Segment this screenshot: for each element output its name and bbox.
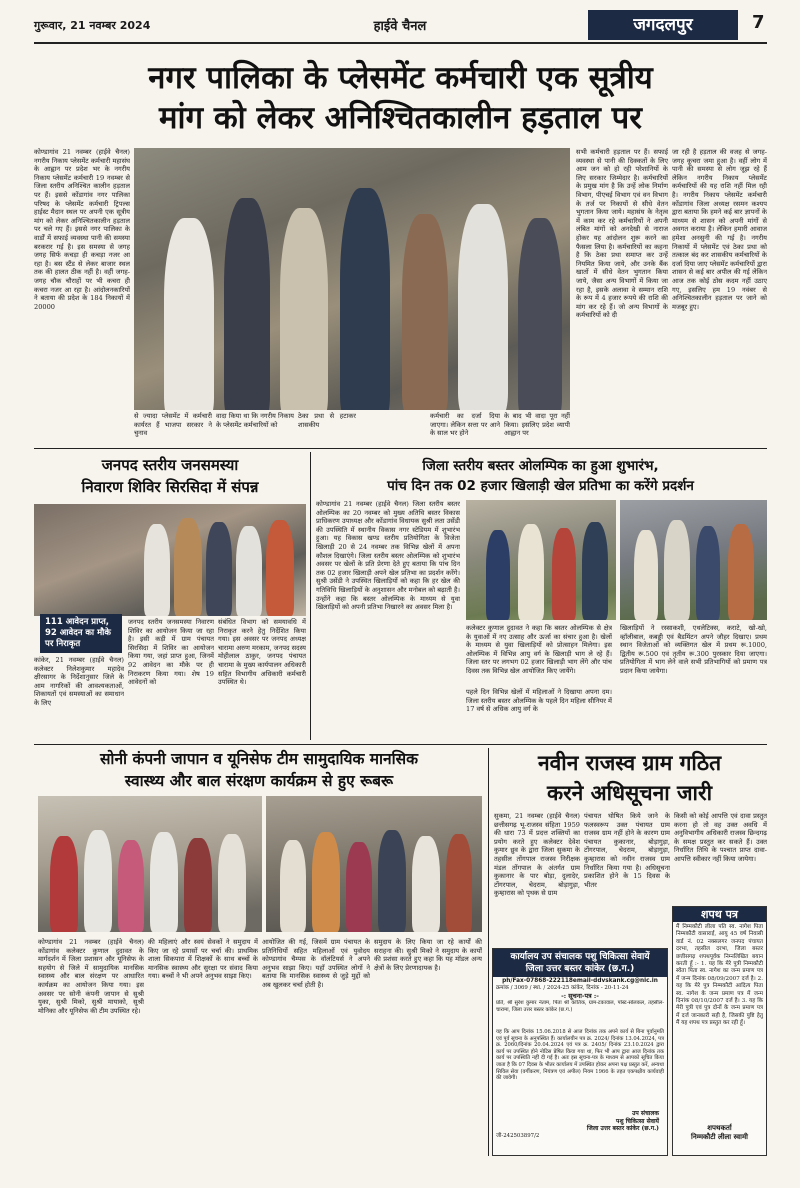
notice-body: यह कि आप दिनांक 15.06.2018 से आज दिनांक तक अपने कार्य से बिना पूर्वानुमति एवं पूर्व सूचना के अनुपस्थित हैं। कार्यालयीन पत्र क्र. 2024/ दिनांक 13.04.2024, पत्र क्र. 2060/दिनांक 20.04.2024 एवं पत्र क्र. 2405/ दिनांक 23.10.2024 द्वारा कार्य पर उपस्थित होने नोटिस प्रेषित किया गया था, फिर भी आप द्वारा आज दिनांक तक कार्य पर उपस्थिति नहीं दी गई है। अतः इस सूचना-पत्र के माध्यम से आपको सूचित किया जाता है कि 07 दिवस के भीतर कार्यालय में उपस्थित होकर अपना पक्ष प्रस्तुत करें, अन्यथा सिविल सेवा (वर्गीकरण, नियंत्रण एवं अपील) नियम 1966 के तहत एकपक्षीय कार्यवाही की जावेगी।	[496, 1029, 664, 1082]
notice-signature	[493, 1110, 667, 1133]
notice-title-line2: जिला उत्तर बस्तर कांकेर (छ.ग.)	[525, 964, 635, 974]
story1-col1d: ठेका प्रथा से हटाकर शासकीय	[298, 412, 356, 429]
story2-photo-caption	[40, 614, 122, 653]
story4-col1: कोण्डागांव 21 नवम्बर (हाईवे चैनल) कोंडागांव कलेक्टर कुणाल दुदावत के मार्गदर्शन में जिला प्रशासन और यूनिसेफ के सहयोग से जिले में सामुदायिक मानसिक स्वास्थ्य और बाल संरक्षण पर आधारित कार्यक्रम का आयोजन किया गया। इस अवसर पर सोनी कंपनी जापान से सुश्री युका, सुश्री मिको, सुश्री मायाको, सुश्री मोनिका और यूनिसेफ की टीम उपस्थित रहे।	[38, 938, 144, 1015]
story1-headline-line2: मांग को लेकर अनिश्चितकालीन हड़ताल पर	[159, 100, 642, 136]
story4-photo-right	[266, 796, 482, 932]
affidavit-title: शपथ पत्र	[673, 907, 766, 922]
story1-col3: जा रही है हड़ताल की वजह से जगह-जगह कूचरा जमा हुआ है। वहीं लोग में पानी की समस्या से लोग जूझ रहे हैं लेकिन नगरीय निकाय प्लेसमेंट कर्मचारियों की यह राशि नहीं मिल रही है। नगरीय निकाय प्लेसमेंट कर्मचारी कोंडागांव जिला अध्यक्ष रसमन कश्यप द्वारा बताया कि हमने कई बार ज्ञापनों के माध्यम से शासन को अपनी मांगों से अवगत कराया है। लेकिन हमारी आवाज हमेशा अनसुनी की गई है। नगरीय निकायों में प्लेसमेंट एवं ठेका प्रथा को तत्काल बंद कर शासकीय कर्मचारियों के दर्जा दिया जाए प्लेसमेंट कर्मचारियों द्वारा शासन से कई बार अपील की गई लेकिन आज तक कोई ठोस कदम नहीं उठाए गए, इसलिए हम 19 नवंबर से अनिश्चितकालीन हड़ताल पर जाने को मजबूर हुए।	[672, 148, 767, 311]
story4-headline-line1: सोनी कंपनी जापान व यूनिसेफ टीम सामुदायिक मानसिक	[99, 750, 419, 768]
divider-2	[310, 452, 311, 740]
affidavit-body: मैं निम्मकौटी लीला पति स्व. नागेश पिता निम्मकौटी वासाराई, आयु 45 वर्ष निवासी वार्ड नं. 02 नक्सलगर जनपद पंचायत दरभा, तहसील दरभा, जिला बस्तर छत्तीसगढ़ शपथपूर्वक निम्नलिखित बयान करती हूँ :- 1. यह कि मेरे पुत्री निम्मकौटी स्वेता पिता स्व. नागेश का जन्म प्रमाण पत्र में जन्म दिनांक 08/09/2007 दर्ज है। 2. यह कि मेरे पुत्र निम्मकौटी आदित्य पिता स्व. नागेश के जन्म प्रमाण पत्र में जन्म दिनांक 08/10/2007 दर्ज है। 3. यह कि मेरी पुत्री एवं पुत्र दोनों के जन्म प्रमाण पत्र में दर्ज जानकारी सही है, जिसकी पुष्टि हेतु मैं यह शपथ पत्र प्रस्तुत कर रही हूँ।	[676, 924, 763, 1027]
story1-photo	[134, 148, 570, 410]
story2-caption-line2: 92 आवेदन का मौके	[45, 628, 111, 638]
story3-caption: कलेक्टर कुणाल दुदावत ने कहा कि बस्तर ओलम्पिक से क्षेत्र के युवाओं में नए उत्साह और ऊर्जा का संचार हुआ है। खेलों के माध्यम से युवा खिलाड़ियों को प्रोत्साहन मिलेगा। इस ओलम्पिक में विभिन्न आयु वर्ग के खिलाड़ी भाग ले रहे हैं। जिला स्तर पर लगभग 02 हजार खिलाड़ी भाग लेंगे और पांच दिवस तक विभिन्न खेल आयोजित किए जायेंगे।	[466, 624, 612, 675]
story3-col3: खिलाड़ियों ने रस्साकशी, एथलेटिक्स, कराटे, खो-खो, व्हॉलीबाल, कबड्डी एवं बैडमिंटन अपने जौहर दिखाए। प्रथम स्थान विजेताओं को व्यक्तिगत खेल में प्रथम रू.1000, द्वितीय रू.500 एवं तृतीय रू.300 पुरस्कार दिया जाएगा। प्रतियोगिता में भाग लेने वाले सभी प्रतिभागियों को प्रमाण पत्र प्रदान किया जायेगा।	[620, 624, 767, 675]
notice-ref: क्रमांक / 3069 / स्था. / 2024-25 कांकेर, दिनांक - 20-11-24	[496, 985, 629, 991]
story1-col2: सभी कर्मचारी हड़ताल पर हैं। सफाई व्यवस्था से पानी की दिक्कतों के लिए आम जन को हो रही परेशानियों के लिए सरकार जिम्मेदार है। कर्मचारियों के प्रमुख मांग है कि उन्हें लोक निर्माण विभाग, पीएचई विभाग एवं वन विभाग के तर्ज पर निकायों से सीधे वेतन भुगतान किया जाये। महासंघ के नेतृत्व में काम कर रहे कर्मचारियों ने अपनी लंबित मांगों को अनदेखी से नाराज होकर यह आंदोलन शुरू करने का फैसला लिया है। कर्मचारियों का कहना है कि ठेका प्रथा समाप्त कर उन्हें नियमित किया जाये, और उनके बैंक खातों में सीधे वेतन भुगतान किया जाये, जैसा अन्य विभागों में किया जा रहा है, इसके अलावा वे सम्मान राशि के रूप में 4 हजार रूपये की राशि की मांग कर रहे हैं। जो अन्य विभागों के कर्मचारियों को दी	[576, 148, 668, 320]
story3-photo-right	[620, 500, 767, 620]
story2-caption-line3: पर निराकृत	[45, 639, 81, 649]
story3-headline-line2: पांच दिन तक 02 हजार खिलाड़ी खेल प्रतिभा का करेंगे प्रदर्शन	[387, 478, 694, 494]
notice-title	[493, 949, 667, 977]
story5-headline-line2: करने अधिसूचना जारी	[546, 781, 713, 805]
story1-headline	[34, 58, 767, 138]
notice-to: प्रति, श्री सुरेश कुमार नेताम, पिता श्री कांतिक, ग्राम-टकावाल, पोस्ट-सोलकल, तहसील-चारामा, जिला उत्तर बस्तर कांकेर (छ.ग.)	[496, 1000, 664, 1013]
notice-box	[492, 948, 668, 1156]
masthead-date: गुरूवार, 21 नवम्बर 2024	[34, 19, 151, 32]
affidavit-signer-line2: निम्मकौटी लीला स्वामी	[691, 1133, 748, 1141]
story1-headline-line1: नगर पालिका के प्लेसमेंट कर्मचारी एक सूत्रीय	[148, 60, 653, 96]
story3-col1: कोण्डागांव 21 नवम्बर (हाईवे चैनल) जिला स्तरीय बस्तर ओलम्पिक का 20 नवम्बर को मुख्य अतिथि बस्तर विकास प्राधिकरण उपाध्यक्ष और कोंडागांव विधायक सुश्री लता उसेंडी की उपस्थिति में स्थानीय विकास नगर स्टेडियम में शुभारंभ हुआ। यह विकास खण्ड स्तरीय प्रतियोगिता के विजेता खिलाड़ी 20 से 24 नवम्बर तक विभिन्न खेलों में अपना कौशल दिखाएंगे। जिला स्तरीय बस्तर ओलम्पिक को शुभारंभ अवसर पर खेलों के प्रति प्रेरणा देते हुए बताया कि पांच दिन तक 02 हजार खिलाड़ी अपने खेल प्रतिभा का प्रदर्शन करेंगे। सुश्री उसेंडी ने उपस्थित खिलाड़ियों को कहा कि हर खेल की गतिविधि खिलाड़ियों के अनुशासन और मनोबल को बढ़ाती है। उन्होंने कहा कि बस्तर ओलम्पिक के माध्यम से युवा खिलाड़ियों को अपनी प्रतिभा निखारने का अवसर मिला है।	[316, 500, 460, 612]
affidavit-signer	[673, 1124, 766, 1142]
story4-photo-left	[38, 796, 262, 932]
affidavit-box	[672, 906, 767, 1156]
masthead-paper-name: हाईवे चैनल	[373, 19, 427, 34]
story4-headline	[34, 748, 484, 792]
story3-photo-left	[466, 500, 616, 620]
story4-col4: समुदाय के लिए किया जा रहे कार्यों की सराहना की। सुश्री मिको ने समुदाय के कार्यों की प्रशंसा करते हुए कहा कि यह मॉडल अन्य क्षेत्रों के लिए प्रेरणादायक है।	[374, 938, 482, 972]
notice-signature-line2: पशु चिकित्सा सेवायें	[616, 1117, 659, 1125]
story3-headline-line1: जिला स्तरीय बस्तर ओलम्पिक का हुआ शुभारंभ,	[422, 458, 659, 474]
notice-section: -: सूचना-पत्र :-	[561, 992, 599, 1000]
story5-col3: किसी को कोई आपत्ति एवं दावा प्रस्तुत करना हो तो वह उक्त अवधि में अनुविभागीय अधिकारी राजस्व छिन्दगढ़ के समक्ष प्रस्तुत कर सकते हैं। उक्त निर्धारित तिथि के पश्चात प्राप्त दावा-आपत्ति स्वीकार नहीं किया जायेगा।	[674, 812, 767, 863]
notice-title-line1: कार्यालय उप संचालक पशु चिकित्सा सेवायें	[510, 952, 650, 962]
story2-caption-line1: 111 आवेदन प्राप्त,	[45, 617, 110, 627]
page-number: 7	[752, 12, 765, 33]
masthead-edition	[588, 10, 738, 40]
divider-1	[34, 448, 767, 449]
story1-col1c: वादा किया था कि नगरीय निकाय के प्लेसमेंट कर्मचारियों को	[216, 412, 294, 429]
story3-headline	[314, 456, 767, 496]
notice-footer: जी-242503897/2	[496, 1132, 540, 1139]
story1-col1b: से ज्यादा प्लेसमेंट में कर्मचारी कार्यरत हैं भाजपा सरकार ने चुनाव	[134, 412, 212, 438]
story2-col2: जनपद स्तरीय जनसमस्या निवारण शिविर का आयोजन किया जा रहा है। इसी कड़ी में ग्राम पंचायत सिरसिदा में शिविर का आयोजन किया गया, जहां प्राप्त हुआ, जिनमें 92 आवेदन का मौके पर ही निराकरण किया गया। शेष 19 आवेदनों को	[128, 618, 214, 687]
story2-photo	[34, 504, 306, 616]
story2-col3: संबंधित विभाग को समयावधि में निराकृत करने हेतु निर्देशित किया गया। इस अवसर पर जनपद अध्यक्ष चारामा अरुण मरकाम, जनपद सदस्य मोहीलाल ठाकुर, जनपद पंचायत चारामा के मुख्य कार्यपालन अधिकारी सहित विभागीय अधिकारी कर्मचारी उपस्थित थे।	[218, 618, 306, 687]
story1-col1f: के बाद भी वादा पूरा नहीं किया। इसलिए प्रदेश व्यापी आह्वान पर	[504, 412, 570, 438]
story3-col2: पहले दिन विभिन्न खेलों में महिलाओं ने दिखाया अपना दम। जिला स्तरीय बस्तर ओलम्पिक के पहले दिन महिला सीनियर में 17 वर्ष से अधिक आयु वर्ग के	[466, 688, 612, 714]
divider-4	[488, 748, 489, 1156]
story5-headline-line1: नवीन राजस्व ग्राम गठित	[537, 751, 722, 775]
story2-headline-line2: निवारण शिविर सिरसिदा में संपन्न	[81, 478, 259, 496]
notice-signature-line1: उप संचालक	[632, 1110, 659, 1117]
story5-col1: सुकमा, 21 नवम्बर (हाईवे चैनल) छत्तीसगढ़ भू-राजस्व संहिता 1959 की धारा 73 में प्रदत्त शक्तियों का प्रयोग करते हुए कलेक्टर देवेश कुमार ध्रुव के द्वारा जिला सुकमा के तहसील तोंगपाल राजस्व निरीक्षक मंडल तोंगपाल के अंतर्गत ग्राम कुकानार के पार बोड़ा, दुलादेर, टोंगरपाल, चेदराम, बोड़ागुड़ा, कुम्हारास को पृथक से ग्राम	[494, 812, 580, 898]
story5-col2: पंचायत घोषित किये जाने के फलस्वरूप उक्त पंचायत ग्राम राजस्व ग्राम नहीं होने के कारण ग्राम पंचायत कुकानार, बोड़ागुड़ा, टोंगरपाल, चेदराम, बोड़ागुड़ा, कुम्हारास को नवीन राजस्व ग्राम निर्धारित किया गया है। अधिसूचना प्रकाशित होने के 15 दिवस के भीतर	[584, 812, 670, 889]
story2-col1: कांकेर, 21 नवम्बर (हाईवे चैनल) कलेक्टर निलेशकुमार महादेव क्षीरसागर के निर्देशानुसार जिले के आम नागरिकों की आवश्यकताओं, शिकायतों एवं समस्याओं का समाधान के लिए	[34, 656, 124, 707]
story1-col1: कोण्डागांव 21 नवम्बर (हाईवे चैनल) नगरीय निकाय प्लेसमेंट कर्मचारी महासंघ के आह्वान पर प्रदेश भर के नगरीय निकाय प्लेसमेंट कर्मचारी 19 नवम्बर से जिला स्तरीय अनिश्चित कालीन हड़ताल पर हैं। इससे कोंडागांव नगर पालिका परिषद के प्लेसमेंट कर्मचारी ट्रिपल्स हाईस्ट मैदान स्थल पर अपनी एक सूत्रीय मांग को लेकर अनिश्चितकालीन हड़ताल पर चले गए हैं। इससे नगर पालिका के वार्डों में सफाई व्यवस्था पानी की समस्या बरकरार गई है। इस समस्या से जगह जगह सिर्फ कचड़ा ही कचड़ा नजर आ रहा है। बस स्टैंड से लेकर बाजार स्थल तक की हालत ठीक नहीं है। वहीं जगह-जगह चौक चौराहों पर भी कचरा ही कचरा नजर आ रहा है। आंदोलनकारियों ने बताया की प्रदेश के 184 निकायों में 20000	[34, 148, 130, 311]
masthead-rule	[34, 42, 767, 44]
story4-headline-line2: स्वास्थ्य और बाल संरक्षण कार्यक्रम से हुए रूबरू	[124, 772, 394, 790]
story4-col2: की महिलाएं और स्वयं सेवकों ने समुदाय में किए जा रहे प्रयासों पर चर्चा की। प्राथमिक शाला सिकपारा में शिक्षकों के साथ बच्चों के मानसिक स्वास्थ्य और सुरक्षा पर संवाद किया गया। बच्चों ने भी अपने अनुभव साझा किए।	[148, 938, 258, 981]
story5-headline	[492, 748, 767, 808]
edition-label: जगदलपुर	[633, 15, 693, 35]
story2-headline	[34, 454, 306, 498]
divider-3	[34, 744, 767, 745]
story1-col1e: कर्मचारी का दर्जा दिया जाएगा। लेकिन सत्ता पर आने के साल भर होने	[430, 412, 500, 438]
masthead	[0, 0, 800, 56]
affidavit-signer-line1: शपथकर्ता	[707, 1124, 732, 1132]
story4-col3: आयोजित की गई, जिसमें ग्राम पंचायत के प्रतिनिधियों सहित महिलाओं एवं युवोदय कोण्डागांव चैम्पस के वॉलंटियर्स ने अपने अनुभव साझा किए। यहाँ उपस्थित लोगों ने बताया कि मानसिक स्वास्थ्य से जुड़े मुद्दों को अब खुलकर चर्चा होती है।	[262, 938, 370, 989]
notice-contact: ph/Fax-07868-222118email-ddvskank.cg@nic.in	[502, 978, 658, 984]
notice-signature-line3: जिला उत्तर बस्तर कांकेर (छ.ग.)	[586, 1125, 659, 1133]
story2-headline-line1: जनपद स्तरीय जनसमस्या	[101, 456, 239, 474]
